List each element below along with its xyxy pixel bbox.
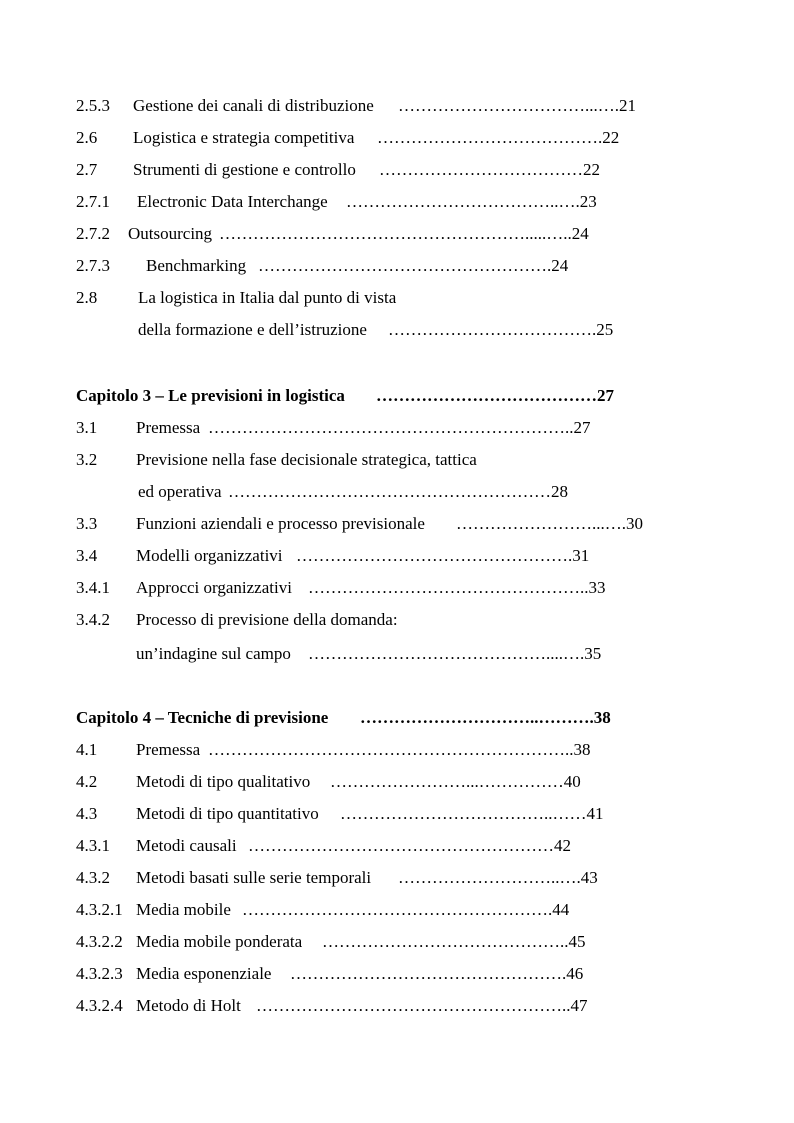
section-number: 4.3.2.2 (76, 932, 123, 951)
dot-leader: ……………………………...…. (398, 96, 619, 115)
section-number: 3.4 (76, 546, 98, 565)
section-title: Funzioni aziendali e processo previsionale (136, 514, 425, 533)
page-number: 35 (584, 644, 602, 663)
toc-entry-2-8 (0, 287, 794, 309)
page-number: 42 (554, 836, 571, 855)
toc-entry-4-3-2-3 (0, 963, 794, 985)
section-title: Gestione dei canali di distribuzione (133, 96, 374, 115)
dot-leader: ………………………………..…. (346, 192, 580, 211)
section-number: 3.4.2 (76, 610, 110, 629)
page-number: 46 (566, 964, 584, 983)
section-number: 4.3.2.4 (76, 996, 123, 1015)
section-title: Outsourcing (128, 224, 213, 243)
section-title: Media mobile ponderata (136, 932, 303, 951)
section-number: 2.8 (76, 288, 98, 307)
section-title: un’indagine sul campo (136, 644, 291, 663)
dot-leader: ………………………………..…… (340, 804, 587, 823)
toc-entry-4-3-2 (0, 867, 794, 889)
section-title: Metodi di tipo qualitativo (136, 772, 311, 791)
dot-leader: ………………………..…. (398, 868, 581, 887)
section-number: 2.6 (76, 128, 98, 147)
page-number: 24 (571, 224, 589, 243)
page-number: 33 (588, 578, 606, 597)
section-title: Metodo di Holt (136, 996, 241, 1015)
page-number: 24 (551, 256, 569, 275)
page-number: 45 (568, 932, 586, 951)
section-number: 3.4.1 (76, 578, 110, 597)
section-title: Previsione nella fase decisionale strategica, tattica (136, 450, 477, 469)
section-title: Strumenti di gestione e controllo (133, 160, 356, 179)
page-number: 40 (563, 772, 581, 791)
section-title: La logistica in Italia dal punto di vista (138, 288, 397, 307)
toc-entry-3-2-continued (0, 481, 794, 503)
dot-leader: ………………………………. (388, 320, 597, 339)
toc-entry-2-8-continued (0, 319, 794, 341)
dot-leader: …………………………………………. (290, 964, 567, 983)
page-number: 28 (551, 482, 568, 501)
toc-entry-3-1 (0, 417, 794, 439)
page-number: 23 (579, 192, 597, 211)
toc-entry-4-3-2-1 (0, 899, 794, 921)
dot-leader: …………………………………………. (296, 546, 573, 565)
section-title: Electronic Data Interchange (137, 192, 328, 211)
dot-leader: ……………………………………………….....….. (219, 224, 572, 243)
toc-entry-2-5-3 (0, 95, 794, 117)
section-number: 4.3.1 (76, 836, 110, 855)
toc-entry-3-4-2 (0, 609, 794, 631)
dot-leader: ………………………………………………… (228, 482, 551, 501)
section-number: 3.1 (76, 418, 98, 437)
section-number: 4.3.2.1 (76, 900, 123, 919)
page-number: 31 (572, 546, 590, 565)
toc-entry-4-2 (0, 771, 794, 793)
toc-entry-2-7-1 (0, 191, 794, 213)
toc-entry-4-3 (0, 803, 794, 825)
dot-leader: ………………………………………………. (242, 900, 553, 919)
dot-leader: ……………………………………………….. (256, 996, 571, 1015)
section-number: 4.3 (76, 804, 98, 823)
dot-leader: …………………………………….. (322, 932, 569, 951)
page-number: 47 (570, 996, 588, 1015)
section-number: 4.3.2.3 (76, 964, 123, 983)
toc-entry-3-4 (0, 545, 794, 567)
page-number: 27 (573, 418, 591, 437)
dot-leader: ……………………………………………………….. (208, 418, 574, 437)
section-number: 4.3.2 (76, 868, 110, 887)
section-title: Metodi causali (136, 836, 237, 855)
section-number: 4.1 (76, 740, 98, 759)
toc-entry-2-7-3 (0, 255, 794, 277)
section-number: 4.2 (76, 772, 98, 791)
toc-entry-2-6 (0, 127, 794, 149)
toc-entry-3-2 (0, 449, 794, 471)
page-number: 44 (552, 900, 570, 919)
section-number: 2.5.3 (76, 96, 110, 115)
page-number: 38 (593, 708, 611, 727)
dot-leader: ……………………...…………… (330, 772, 564, 791)
page-number: 22 (583, 160, 600, 179)
toc-entry-4-1 (0, 739, 794, 761)
toc-chapter-4 (0, 707, 794, 729)
toc-chapter-3 (0, 385, 794, 407)
section-title: ed operativa (138, 482, 222, 501)
dot-leader: ……………………………………………………….. (208, 740, 574, 759)
section-title: Media esponenziale (136, 964, 272, 983)
dot-leader: ……………………………………....…. (308, 644, 585, 663)
section-title: Approcci organizzativi (136, 578, 292, 597)
section-title: Logistica e strategia competitiva (133, 128, 355, 147)
toc-entry-3-4-1 (0, 577, 794, 599)
page-number: 27 (597, 386, 614, 405)
section-title: Benchmarking (146, 256, 247, 275)
section-title: Processo di previsione della domanda: (136, 610, 398, 629)
dot-leader: …………………………..………. (360, 708, 594, 727)
section-title: della formazione e dell’istruzione (138, 320, 367, 339)
section-number: 2.7.3 (76, 256, 110, 275)
dot-leader: ……………………...…. (456, 514, 626, 533)
section-number: 3.2 (76, 450, 98, 469)
page-number: 43 (580, 868, 598, 887)
section-title: Premessa (136, 418, 201, 437)
section-number: 2.7 (76, 160, 98, 179)
toc-entry-4-3-2-2 (0, 931, 794, 953)
toc-entry-3-3 (0, 513, 794, 535)
toc-entry-2-7-2 (0, 223, 794, 245)
section-number: 3.3 (76, 514, 98, 533)
page-number: 25 (596, 320, 614, 339)
toc-entry-2-7 (0, 159, 794, 181)
section-title: Metodi di tipo quantitativo (136, 804, 319, 823)
section-number: 2.7.1 (76, 192, 110, 211)
chapter-title: Capitolo 4 – Tecniche di previsione (76, 708, 329, 727)
page-number: 41 (586, 804, 604, 823)
toc-entry-4-3-2-4 (0, 995, 794, 1017)
toc-entry-4-3-1 (0, 835, 794, 857)
section-title: Premessa (136, 740, 201, 759)
toc-entry-3-4-2-continued (0, 643, 794, 665)
chapter-title: Capitolo 3 – Le previsioni in logistica (76, 386, 345, 405)
section-number: 2.7.2 (76, 224, 110, 243)
dot-leader: ………………………………………….. (308, 578, 589, 597)
section-title: Media mobile (136, 900, 231, 919)
dot-leader: ………………………………… (376, 386, 597, 405)
section-title: Metodi basati sulle serie temporali (136, 868, 372, 887)
dot-leader: ……………………………………………… (248, 836, 554, 855)
section-title: Modelli organizzativi (136, 546, 283, 565)
dot-leader: ……………………………… (379, 160, 583, 179)
page-number: 38 (573, 740, 591, 759)
dot-leader: …………………………………. (377, 128, 603, 147)
page-number: 22 (602, 128, 620, 147)
page-number: 21 (619, 96, 636, 115)
page-number: 30 (626, 514, 643, 533)
dot-leader: ……………………………………………. (258, 256, 552, 275)
